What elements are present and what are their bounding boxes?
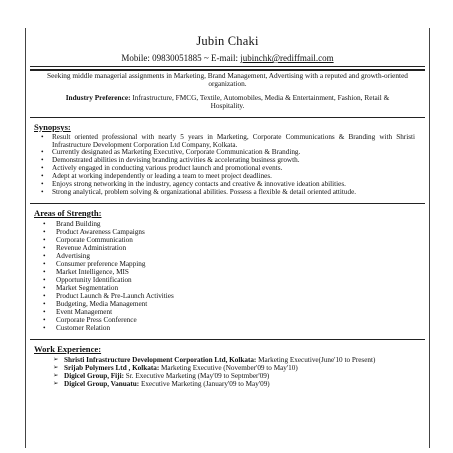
experience-item [26, 364, 429, 372]
list-item: • Event Management [26, 308, 429, 316]
list-item: • Consumer preference Mapping [26, 260, 429, 268]
list-item: • Market Segmentation [26, 284, 429, 292]
strengths-list [26, 220, 429, 333]
industry-preference [48, 94, 407, 111]
list-item: • Product Launch & Pre-Launch Activities [26, 292, 429, 300]
list-item: • Corporate Communication [26, 236, 429, 244]
company-name: Digicel Group, Fiji: [64, 371, 124, 380]
list-item: • Advertising [26, 252, 429, 260]
list-item: • Revenue Administration [26, 244, 429, 252]
list-item: • Enjoys strong networking in the industry, agency contacts and creative & innovative ideation abilities. [26, 181, 429, 189]
objective-text: Seeking middle managerial assignments in Marketing, Brand Management, Advertising with a reputed and growth-oriented organization. [47, 71, 408, 89]
role-text: Marketing Executive (November'09 to May'10) [161, 363, 298, 372]
section-divider [30, 117, 425, 118]
role-text: Sr. Executive Marketing (May'09 to Septmber'09) [125, 371, 270, 380]
company-name: Shristi Infrastructure Development Corporation Ltd, Kolkata: [64, 355, 257, 364]
list-item: • Adept at working independently or leading a team to meet project deadlines. [26, 173, 429, 181]
email-link[interactable]: jubinchk@rediffmail.com [240, 53, 334, 63]
list-item: • Strong analytical, problem solving & organizational abilities. Possess a flexible & detail oriented attitude. [26, 189, 429, 197]
experience-heading: Work Experience: [34, 343, 102, 354]
list-item: • Market Intelligence, MIS [26, 268, 429, 276]
experience-item [26, 372, 429, 380]
synopsis-heading: Synopsys: [34, 121, 71, 132]
candidate-name: Jubin Chaki [196, 34, 259, 48]
role-text: Marketing Executive(June'10 to Present) [258, 355, 376, 364]
header-divider [30, 66, 425, 67]
list-item: • Budgeting, Media Management [26, 300, 429, 308]
list-item: • Demonstrated abilities in devising branding activities & accelerating business growth. [26, 157, 429, 165]
role-text: Executive Marketing (January'09 to May'09) [140, 379, 270, 388]
resume-page [25, 28, 430, 448]
list-item: • Corporate Press Conference [26, 316, 429, 324]
company-name: Srijab Polymers Ltd , Kolkata: [64, 363, 160, 372]
synopsis-list [26, 134, 429, 197]
list-item: • Result oriented professional with nearly 5 years in Marketing, Corporate Communications & Branding with Shristi Infrastructure Development Corporation Ltd Company, Kolkata. [26, 134, 429, 150]
experience-list [26, 356, 429, 388]
industry-label: Industry Preference: [65, 92, 131, 102]
experience-item [26, 356, 429, 364]
list-item: • Currently designated as Marketing Executive, Corporate Communication & Branding. [26, 149, 429, 157]
resume-header [26, 34, 429, 63]
contact-prefix: Mobile: 09830051885 ~ E-mail: [121, 53, 238, 63]
list-item: • Product Awareness Campaigns [26, 228, 429, 236]
list-item: • Opportunity Identification [26, 276, 429, 284]
list-item: • Brand Building [26, 220, 429, 228]
section-divider [30, 339, 425, 340]
industry-value: Infrastructure, FMCG, Textile, Automobiles, Media & Entertainment, Fashion, Retail & Hospitality. [132, 92, 390, 111]
strengths-heading: Areas of Strength: [34, 207, 102, 218]
section-divider [30, 203, 425, 204]
contact-line [26, 53, 429, 63]
company-name: Digicel Group, Vanuatu: [64, 379, 140, 388]
experience-item [26, 380, 429, 388]
list-item: • Customer Relation [26, 324, 429, 332]
list-item: • Actively engaged in conducting various product launch and promotional events. [26, 165, 429, 173]
